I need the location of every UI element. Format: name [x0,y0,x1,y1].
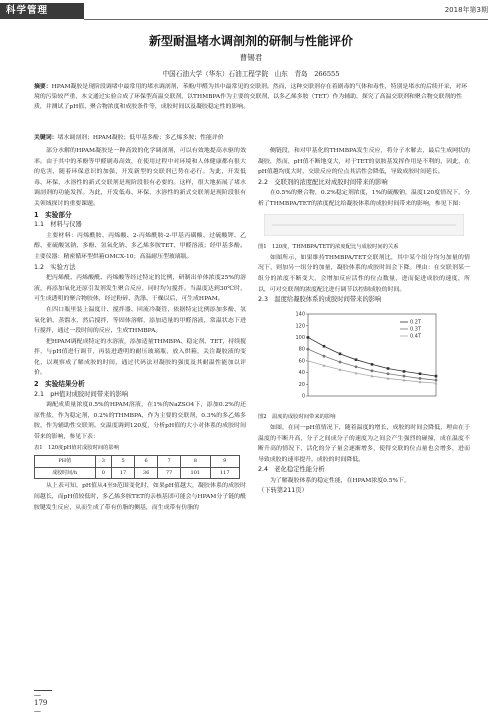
data-point [339,352,342,355]
issue-label: 2018年第3期 [444,6,488,14]
subsection-heading: 2.2 交联剂的浓度配比对成胶时间带来的影响 [258,178,388,186]
subsection-heading: 2.3 温度给凝胶体系的成胶时间带来的影响 [258,296,382,304]
y-tick-label: 120 [295,323,305,330]
table-cell: 101 [181,467,210,479]
method-paragraph: 在四口瓶里装上温度计、搅拌器、回流冷凝管，依据特定比例添加多酚、氢氧化钠、蒸馏水，然后搅拌，等固体溶解，添加适量的甲醛溶液，常温状态下进行搅拌，通过一段时间的反应，生成THMBPA。 [34,306,246,335]
data-point [323,345,326,348]
table-cell: 17 [112,467,135,479]
page-header [0,0,502,22]
body-paragraph: 如图所示，如果维持THMBPA/TET交联剂比，其中某个组分均匀加量的情况下，则加另一组分的加量，凝胶体系的成胶时间会下降。理由：在交联剂某一组分的浓度不断变大，会增加反应活性的位点数量，进而促进成胶的速度，所以，可对交联剂的浓度配比进行调节以控制成胶的时间。 [258,254,470,293]
author: 曹锡君 [239,53,263,62]
affiliation: 中国石油大学（华东）石油工程学院 山东 青岛 266555 [162,70,340,78]
data-point [339,360,342,363]
data-point [355,358,358,361]
legend-entry: 0.4T [410,333,422,340]
subsection-heading: 2.4 老化稳定性能分析 [258,466,325,474]
temperature-chart [286,308,446,408]
ph-paragraph: 调配成质量浓度0.5%的HPAM溶液，在1%的NaZSO4下，添加0.2%的还原性盐，作为稳定剂，0.2%的THMBPA，作为主要的交联剂，0.3%的多乙烯多胺，作为辅助性交联剂。交温度调到120度，分析pH值的大小对体系的成胶时间带来的影响，参见下表： [34,402,246,441]
y-tick-label: 140 [295,311,305,318]
legend-entry: 0.3T [410,326,422,333]
abstract-text: HPAM凝胶是现阶段调堵中最常用的堵水调剖剂，苯酚/甲醛为其中最常见的交联剂。然而，这种交联剂存在着剧毒的气体和毒性，特别是堵水的后续开采，对环境的污染较严重，本文通过实验合成了环保型高温交联剂，以THMBPA作为主要的交联剂，以多乙烯多胺（TET）作为辅助，探究了高温交联剂和聚合物交联剂的性质，并测试了pH值、聚合物浓度和成胶条件等，成胶时间以及凝胶稳定性的影响。 [34,84,468,110]
y-tick-label: 60 [298,358,305,365]
keywords [34,132,468,141]
body-paragraph: 在0.5%的聚合物，0.2%稳定剂浓度，1%的硫酸钠，温度120度情况下，分析了THMBPA/TET的浓度配比给凝胶体系的成胶时间带来的影响，参见下图： [258,190,470,207]
article-title: 新型耐温堵水调剖剂的研制与性能评价 [148,34,353,48]
figure-2-caption: 图2 温度的成胶时间带来的影响 [258,414,336,421]
data-point [371,369,374,372]
table-cell: 36 [135,467,158,479]
data-point [355,365,358,368]
ph-analysis-paragraph: 从上表可知，pH值从4至9范围变化时，如果pH值越大，凝胶体系的成胶时间越长，而pH值较低时，多乙烯多胺TET的亲核基团可能会与HPAM分子链的酰胺键发生反应，从而生成了带有仿脂的侧基，而生成带有仿脂的 [34,483,246,511]
data-point [387,367,390,370]
ph-table [34,455,240,479]
table-cell: PH值 [35,456,96,468]
keywords-label: 关键词： [34,135,58,141]
subsection-heading: 2.1 pH值对成胶时间带来的影响 [34,390,129,398]
section-heading: 2 实验结果分析 [34,380,85,389]
page-number: —179— [34,690,52,715]
table-cell: 9 [210,456,239,468]
data-point [307,336,310,339]
data-point [403,374,406,377]
data-point [419,377,422,380]
data-point [419,372,422,375]
table-cell: 8 [181,456,210,468]
abstract-label: 摘要： [34,84,52,90]
method-paragraph: 把HPAM调配成特定的水溶液，添加适量THMBPA、稳定剂、TET，持续搅拌，与pH值进行调节，再装进透明的耐压玻璃瓶，放入烘箱，关注凝胶液的变化，以观察成了解成胶的时间，通过代码法对凝胶的强度及其耐温性能加以评价。 [34,338,246,377]
data-point [323,354,326,357]
table-cell: 117 [210,467,239,479]
left-column [34,146,246,513]
figure-1-caption: 图1 120度，THMBPA/TET的浓度配比与成胶时间的关系 [258,244,399,251]
data-point [435,375,438,378]
data-point [371,363,374,366]
data-point [435,379,438,382]
materials-paragraph: 主要材料：丙烯酰胺、丙烯酸、2-丙烯酰胺-2-甲基丙磺酸、过硫酸钾、乙醇、亚硫酸氢钠、多酚、氢氧化钠、多乙烯多胺TET、甲醛溶液；经甲基多酚。主要仪器：精密循环型烘箱OMCX-10；高温耐压型玻璃瓶。 [34,232,246,260]
figure-1-strip [264,214,464,236]
table-cell: 77 [158,467,181,479]
subsection-heading: 1.1 材料与仪器 [34,221,82,229]
table-caption: 表1 120度pH值对成胶时间的影响 [34,444,120,451]
body-paragraph: 侧链段，和对甲基化的THMBPA发生反应，将分子水解去，最后生成网状的凝胶，然而，pH值不断地变大，对于TET的氨胺基发挥作用是不利的，因此，在pH值越均度大时，交联反应的位点其活性会降低，导致成胶时间延长。 [258,148,470,176]
section-heading: 1 实验部分 [34,210,72,219]
data-point [403,370,406,373]
right-column [258,146,470,497]
table-cell: 5 [112,456,135,468]
y-tick-label: 0 [301,393,305,400]
table-cell: 6 [135,456,158,468]
table-cell: 7 [158,456,181,468]
subsection-heading: 1.2 实验方法 [34,263,76,271]
intro-paragraph: 部分水解的HPAM凝胶是一种高效的化学调剖剂，可以有效地提高水驱的效率。由于其中的苯酚等甲醛剧毒高效，在使用过程中对环境和人体健康都有很大的危害，随着环保意识的加强，开发新型的交联剂已势在必行。为此，开发低毒、环保，水溶性的新式交联剂是现阶段很有必要的。这样，很大地拓展了堵水调剖剂的功能发挥。为此，开发低毒、环保，水溶性的新式交联剂是现阶段很有关领域探讨的重要课题。 [34,148,246,207]
header-rule [84,19,488,20]
continued-note: （下转第211页） [258,487,308,495]
method-paragraph: 把丙烯酰、丙烯酸酰、丙烯酸等经过特定的比例，研制出单体浓度25%的溶液，再添加氧化还原引发剂发生聚合反应，同时均匀搅拌。当温度达到30℃时，可生成透明的聚合物胶体，经过粉碎、洗涤、干燥以后，可生成HPAM。 [34,275,246,303]
data-point [387,372,390,375]
y-tick-label: 80 [298,346,305,353]
y-tick-label: 20 [298,381,305,388]
table-header-row [35,456,240,468]
table-cell: 成胶时间/h [35,467,96,479]
abstract [34,82,468,112]
y-tick-label: 100 [295,334,305,341]
section-tab: 科学管理 [0,3,84,19]
legend-entry: 0.2T [410,319,422,326]
table-row [35,467,240,479]
table-cell: 3 [95,456,112,468]
keywords-text: 堵水调剖剂；HPAM凝胶；低甲基多酚；多乙烯多胺；性能评价 [57,135,224,141]
data-point [307,347,310,350]
body-paragraph: 如图，在同一pH值情况下，随着温度的增长，成胶的时间会降低，理由在于温度的不断升高，分子之间成分子的速度为之间会产生强烈的碰撞，成在温度不断升高的情况下，活化的分子量会逐渐增多，使得交联的位点量也会增多，进而导致成胶的速率提升，成胶的时间降低。 [258,424,470,463]
table-cell: 0 [95,467,112,479]
y-tick-label: 40 [298,369,305,376]
body-paragraph: 为了解凝胶体系的稳定性能，在HPAM浓度0.5%下， [270,477,410,484]
